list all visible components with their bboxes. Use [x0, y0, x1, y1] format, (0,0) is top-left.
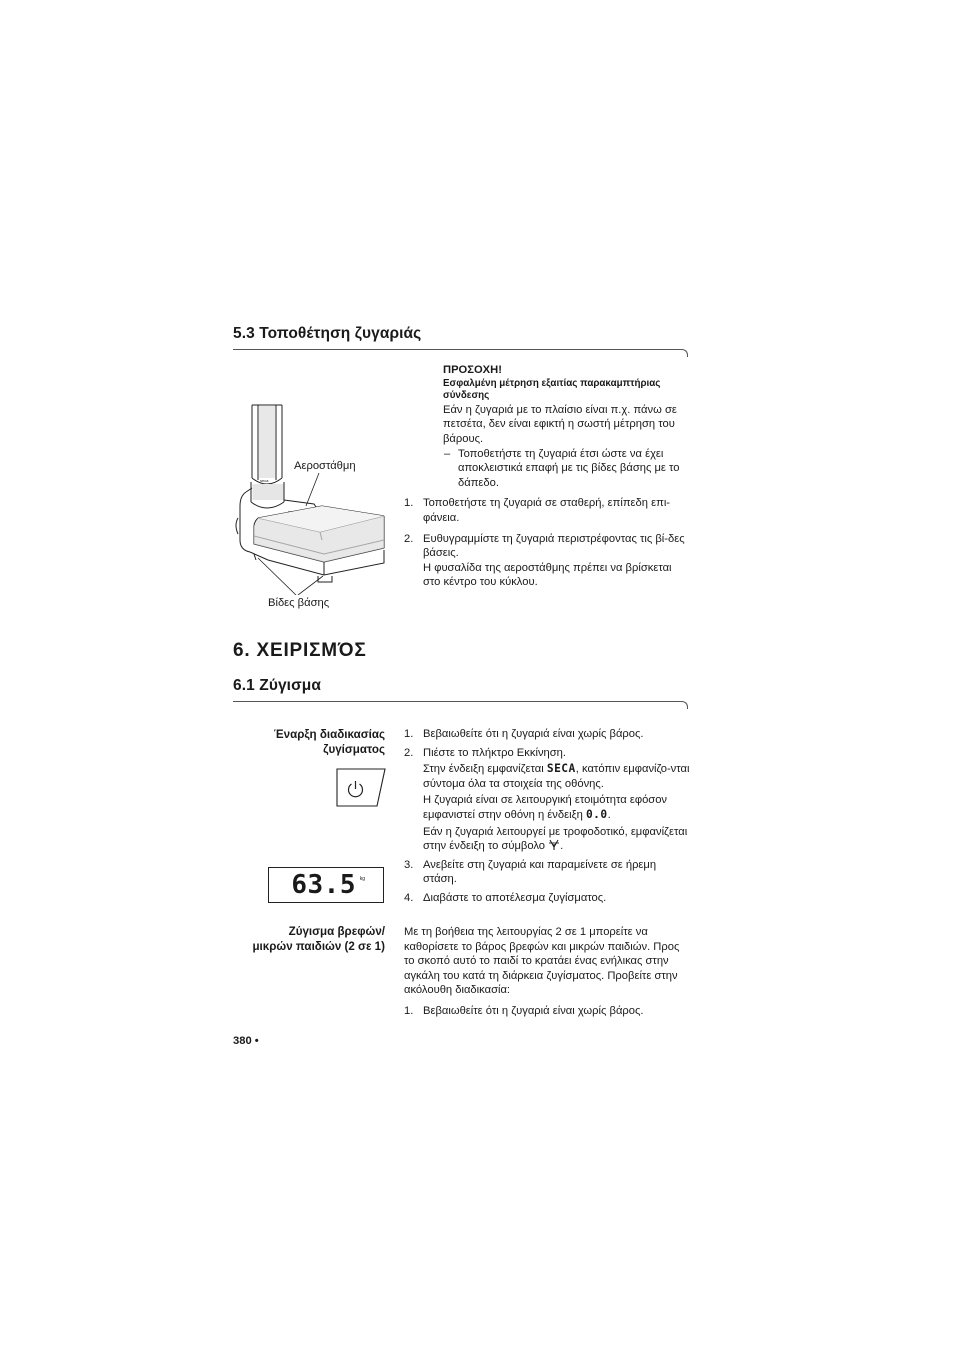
weigh-step-2-c [404, 825, 692, 854]
baby-weighing-text: Με τη βοήθεια της λειτουργίας 2 σε 1 μπορείτε να καθορίσετε το βάρος βρεφών και μικρών παιδιών. Προς το σκοπό αυτό το παιδί το κρατάει ένας ενήλικας στην αγκάλη του κατά τη διάρκεια ζυγίσματος. Προβείτε στην ακόλουθη διαδικασία: [404, 926, 680, 997]
weigh-step-3 [404, 858, 692, 887]
baby-step-1 [404, 1004, 692, 1019]
weigh-step-2-a-pre: Στην ένδειξη εμφανίζεται [423, 763, 547, 776]
warning-bullet-dash: – [444, 447, 451, 460]
weigh-step-4-text: Διαβάστε το αποτέλεσμα ζυγίσματος. [423, 891, 607, 904]
warning-text: Εάν η ζυγαριά με το πλαίσιο είναι π.χ. πάνω σε πετσέτα, δεν είναι εφικτή η σωστή μέτρηση του βάρους. [443, 403, 677, 445]
start-weighing-label-l2: ζυγίσματος [323, 743, 385, 756]
weigh-step-4 [404, 891, 692, 906]
weigh-step-4-num: 4. [404, 891, 414, 904]
weight-display-unit: kg [359, 876, 365, 882]
start-weighing-label [233, 727, 385, 757]
section-5-3-rule-end [681, 349, 688, 357]
baby-weighing-label [220, 924, 385, 954]
start-key-illustration [333, 768, 387, 808]
section-6-1-heading: 6.1 Ζύγισμα [233, 677, 321, 694]
step-1 [404, 496, 692, 525]
weigh-step-2 [404, 746, 692, 761]
step-1-text: Τοποθετήστε τη ζυγαριά σε σταθερή, επίπεδη επι-φάνεια. [423, 497, 671, 524]
baby-step-1-num: 1. [404, 1004, 414, 1017]
warning-bullet-text: Τοποθετήστε τη ζυγαριά έτσι ώστε να έχει αποκλειστικά επαφή με τις βίδες βάσης με το δάπεδο. [458, 447, 680, 489]
section-5-3-heading: 5.3 Τοποθέτηση ζυγαριάς [233, 325, 422, 342]
section-6-1-steps [404, 727, 692, 906]
step-2 [404, 532, 692, 561]
feet-label: Βίδες βάσης [268, 597, 330, 609]
weigh-step-3-num: 3. [404, 858, 414, 871]
scale-illustration [228, 400, 393, 595]
section-5-3-content [404, 363, 692, 590]
warning-title: ΠΡΟΣΟΧΗ! [443, 364, 502, 376]
step-2-text: Ευθυγραμμίστε τη ζυγαριά περιστρέφοντας τις βί-δες βάσεις. [423, 532, 685, 560]
weight-display-value: 63.5 [291, 870, 356, 900]
weigh-step-2-c-post: . [560, 840, 564, 853]
weigh-step-2-a [404, 762, 692, 791]
section-5-3-rule [233, 349, 682, 350]
step-1-num: 1. [404, 497, 414, 510]
weigh-step-2-a-post: , κατόπιν εμφανίζο-νται σύντομα όλα τα στοιχεία της οθόνης. [423, 763, 690, 790]
step-2-note: Η φυσαλίδα της αεροστάθμης πρέπει να βρίσκεται στο κέντρο του κύκλου. [423, 561, 672, 589]
baby-weighing-label-l2: μικρών παιδιών (2 σε 1) [252, 940, 385, 953]
weigh-step-3-text: Ανεβείτε στη ζυγαριά και παραμείνετε σε ήρεμη στάση. [423, 858, 657, 886]
level-label: Αεροστάθμη [294, 460, 356, 472]
chapter-6-heading: 6. ΧΕΙΡΙΣΜΌΣ [233, 640, 367, 661]
warning-bullet [443, 447, 692, 491]
baby-weighing-content [404, 925, 692, 1019]
section-6-1-rule-end [681, 701, 688, 709]
weight-display [268, 867, 384, 903]
weigh-step-1 [404, 727, 692, 742]
weigh-step-2-text: Πιέστε το πλήκτρο Εκκίνηση. [423, 746, 566, 759]
weigh-step-1-text: Βεβαιωθείτε ότι η ζυγαριά είναι χωρίς βάρος. [423, 728, 644, 740]
weigh-step-2-b [404, 793, 692, 822]
page-number: 380 • [233, 1035, 259, 1047]
lcd-seca-text: SECA [546, 762, 576, 776]
baby-weighing-label-l1: Ζύγισμα βρεφών/ [288, 925, 385, 938]
section-6-1-rule [233, 701, 682, 702]
weigh-step-1-num: 1. [404, 728, 414, 740]
weigh-step-2-num: 2. [404, 746, 414, 759]
start-weighing-label-l1: Έναρξη διαδικασίας [273, 728, 385, 741]
weigh-step-2-b-post: . [607, 808, 611, 821]
power-supply-icon [548, 839, 560, 850]
step-2-num: 2. [404, 532, 414, 545]
brand-logo: seca [260, 478, 269, 483]
lcd-zero-text: 0.0 [585, 807, 608, 821]
step-2-note-wrap [404, 561, 692, 590]
weigh-step-2-b-pre: Η ζυγαριά είναι σε λειτουργική ετοιμότητα εφόσον εμφανιστεί στην οθόνη η ένδειξη [423, 794, 668, 821]
warning-subtitle: Εσφαλμένη μέτρηση εξαιτίας παρακαμπτήριας σύνδεσης [443, 377, 661, 402]
baby-step-1-text: Βεβαιωθείτε ότι η ζυγαριά είναι χωρίς βάρος. [423, 1004, 644, 1017]
weigh-step-2-c-pre: Εάν η ζυγαριά λειτουργεί με τροφοδοτικό, εμφανίζεται στην ένδειξη το σύμβολο [423, 825, 688, 853]
